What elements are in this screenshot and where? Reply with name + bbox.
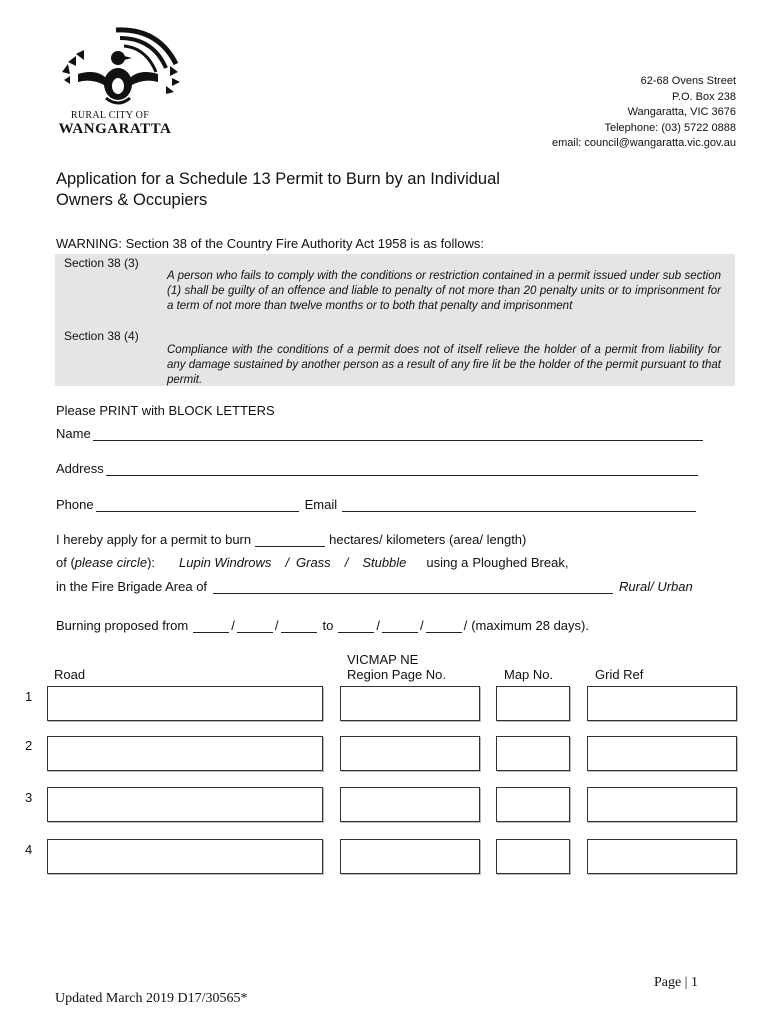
- max-days-note: (maximum 28 days).: [471, 618, 589, 633]
- col-map-header: Map No.: [504, 667, 554, 682]
- road-input-4[interactable]: [47, 839, 323, 874]
- road-input-1[interactable]: [47, 686, 323, 721]
- using-prefix: using a: [426, 555, 469, 570]
- to-slash-3: /: [463, 618, 468, 633]
- using-ploughed-break: Ploughed Break,: [472, 555, 569, 570]
- email-label: Email: [304, 497, 338, 512]
- section-38-3-text: A person who fails to comply with the conditions or restriction contained in a permit issued under sub section (1) shall be guilty of an offence and liable to penalty of not more than 20 penalty units or to imprisonment for a term of not more than twelve months or to both that penalty and imprisonment: [167, 270, 721, 312]
- col-vicmap-line-2: Region Page No.: [347, 667, 447, 682]
- address-street: 62-68 Ovens Street: [640, 75, 736, 87]
- to-slash-1: /: [376, 618, 380, 633]
- from-year-input[interactable]: [281, 620, 317, 633]
- region-page-input-2[interactable]: [340, 736, 480, 771]
- map-no-input-4[interactable]: [496, 839, 570, 874]
- to-year-input[interactable]: [426, 620, 462, 633]
- warning-heading: WARNING: Section 38 of the Country Fire Authority Act 1958 is as follows:: [56, 236, 484, 251]
- col-vicmap-line-1: VICMAP NE: [347, 652, 419, 667]
- apply-prefix: I hereby apply for a permit to burn: [56, 532, 252, 547]
- circle-suffix: ):: [147, 555, 156, 570]
- legal-sections-panel: [55, 254, 735, 386]
- road-input-3[interactable]: [47, 787, 323, 822]
- option-grass[interactable]: Grass: [296, 555, 331, 570]
- option-separator-2: /: [344, 555, 349, 570]
- map-no-input-2[interactable]: [496, 736, 570, 771]
- grid-ref-input-4[interactable]: [587, 839, 737, 874]
- address-city: Wangaratta, VIC 3676: [627, 106, 736, 118]
- from-day-input[interactable]: [193, 620, 229, 633]
- section-38-4-text: Compliance with the conditions of a permit does not of itself relieve the holder of a permit from liability for any damage sustained by another person as a result of any fire lit be the holder of the permit pursuant to that permit.: [167, 344, 721, 386]
- circle-italic: please circle: [74, 555, 148, 570]
- address-po-box: P.O. Box 238: [671, 90, 736, 103]
- col-grid-header: Grid Ref: [595, 667, 644, 682]
- footer-revision: Updated March 2019 D17/30565*: [55, 991, 248, 1006]
- map-no-input-3[interactable]: [496, 787, 570, 822]
- address-label: Address: [56, 461, 104, 476]
- from-slash-2: /: [274, 618, 279, 633]
- col-road-header: Road: [54, 667, 86, 682]
- council-logo: [50, 24, 180, 139]
- grid-ref-input-1[interactable]: [587, 686, 737, 721]
- region-page-input-3[interactable]: [340, 787, 480, 822]
- title-line-2: Owners & Occupiers: [56, 191, 208, 209]
- circle-prefix: of (: [56, 555, 75, 570]
- apply-suffix: hectares/ kilometers (area/ length): [329, 532, 527, 547]
- apply-row: [56, 532, 526, 547]
- brigade-label: in the Fire Brigade Area of: [56, 579, 208, 594]
- phone-input[interactable]: [96, 499, 299, 512]
- map-no-input-1[interactable]: [496, 686, 570, 721]
- name-row: [56, 426, 705, 441]
- to-label: to: [322, 618, 334, 633]
- grid-ref-input-2[interactable]: [587, 736, 737, 771]
- row-number-4: 4: [25, 842, 33, 857]
- row-number-1: 1: [25, 689, 33, 704]
- name-input[interactable]: [93, 428, 703, 441]
- row-number-2: 2: [25, 738, 33, 753]
- page-number: Page | 1: [653, 975, 698, 990]
- name-label: Name: [56, 426, 91, 441]
- address-telephone: Telephone: (03) 5722 0888: [604, 121, 736, 134]
- burning-dates-row: [56, 618, 589, 633]
- col-vicmap-header: [347, 652, 446, 682]
- logo-title: WANGARATTA: [58, 121, 172, 137]
- row-number-3: 3: [25, 790, 33, 805]
- page-title: [56, 169, 500, 211]
- circle-row: [56, 555, 568, 570]
- logo-subtitle: RURAL CITY OF: [70, 110, 150, 121]
- address-row: [56, 461, 700, 476]
- option-stubble[interactable]: Stubble: [362, 555, 407, 570]
- brigade-row: [56, 579, 693, 594]
- title-line-1: Application for a Schedule 13 Permit to Burn by an Individual: [56, 170, 500, 188]
- to-month-input[interactable]: [382, 620, 418, 633]
- option-separator-1: /: [285, 555, 290, 570]
- section-38-4-label: Section 38 (4): [64, 329, 139, 343]
- region-page-input-1[interactable]: [340, 686, 480, 721]
- rural-urban-option[interactable]: Rural/ Urban: [619, 579, 693, 594]
- area-input[interactable]: [255, 534, 325, 547]
- print-note: [56, 403, 275, 418]
- bird-crest-icon: [58, 24, 183, 110]
- phone-label: Phone: [56, 497, 94, 512]
- to-slash-2: /: [419, 618, 424, 633]
- region-page-input-4[interactable]: [340, 839, 480, 874]
- to-day-input[interactable]: [338, 620, 374, 633]
- section-38-3-label: Section 38 (3): [64, 256, 139, 270]
- print-note-text: Please PRINT with BLOCK LETTERS: [56, 403, 275, 418]
- phone-email-row: [56, 497, 698, 512]
- grid-ref-input-3[interactable]: [587, 787, 737, 822]
- from-month-input[interactable]: [237, 620, 273, 633]
- council-address: [552, 74, 736, 152]
- brigade-input[interactable]: [213, 581, 613, 594]
- road-input-2[interactable]: [47, 736, 323, 771]
- address-email: email: council@wangaratta.vic.gov.au: [552, 137, 736, 149]
- burn-from-label: Burning proposed from: [56, 618, 189, 633]
- option-lupin-windrows[interactable]: Lupin Windrows: [179, 555, 272, 570]
- email-input[interactable]: [342, 499, 696, 512]
- address-input[interactable]: [106, 463, 698, 476]
- from-slash-1: /: [231, 618, 235, 633]
